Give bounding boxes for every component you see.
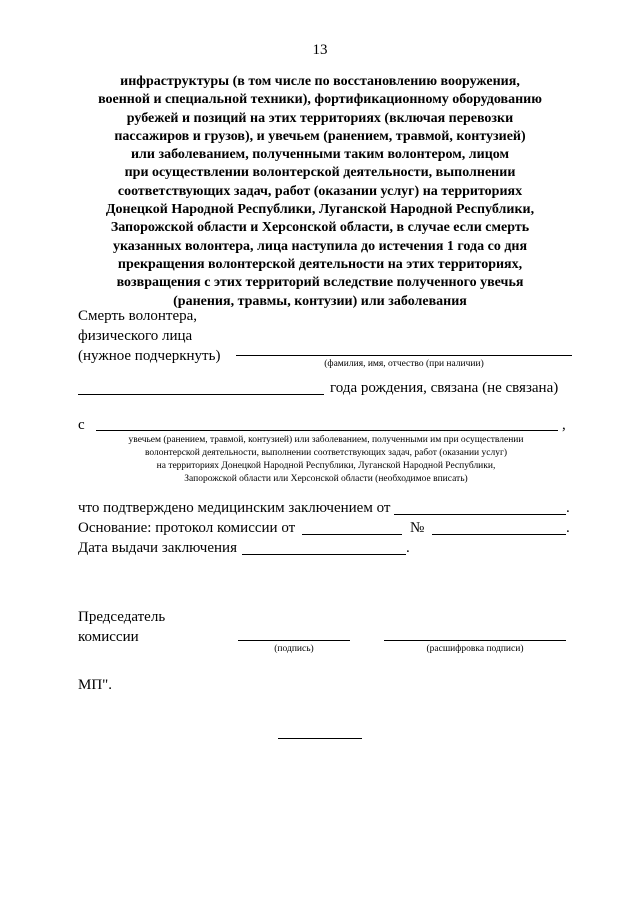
signature-decode-field-line[interactable]	[384, 640, 566, 641]
protocol-number-field-line[interactable]	[432, 534, 566, 535]
section-heading	[60, 73, 580, 311]
signature-decode-hint: (расшифровка подписи)	[426, 644, 524, 654]
page-number: 13	[312, 42, 328, 58]
heading-line: рубежей и позиций на этих территориях (включая перевозки	[126, 110, 514, 126]
heading-line: или заболеванием, полученными таким волонтером, лицом	[130, 147, 510, 163]
heading-line: (ранения, травмы, контузии) или заболевания	[173, 293, 467, 309]
fio-hint: (фамилия, имя, отчество (при наличии)	[324, 359, 484, 369]
basis-text: Основание: протокол комиссии от	[78, 520, 296, 536]
fio-field-line[interactable]	[236, 355, 572, 356]
issue-end: .	[406, 540, 410, 556]
med-conclusion-text: что подтверждено медицинским заключением от	[78, 500, 391, 516]
basis-end: .	[566, 520, 570, 536]
heading-line: Запорожской области и Херсонской области, в случае если смерть	[110, 220, 530, 236]
injury-hint	[78, 434, 574, 486]
injury-hint-line: увечьем (ранением, травмой, контузией) или заболеванием, полученными им при осуществлении	[128, 435, 524, 445]
stamp-label: МП".	[78, 677, 113, 693]
med-end: .	[566, 500, 570, 516]
protocol-date-field-line[interactable]	[302, 534, 402, 535]
injury-field-line[interactable]	[96, 430, 558, 431]
heading-line: соответствующих задач, работ (оказании услуг) на территориях	[117, 183, 523, 199]
heading-line: военной и специальной техники), фортификационному оборудованию	[98, 92, 542, 108]
death-label-1: Смерть волонтера,	[78, 308, 198, 324]
number-sign: №	[410, 520, 425, 536]
injury-hint-line: на территориях Донецкой Народной Республики, Луганской Народной Республики,	[156, 461, 496, 471]
injury-hint-line: Запорожской области или Херсонской области (необходимое вписать)	[184, 474, 468, 484]
chairman-label-2: комиссии	[78, 629, 139, 645]
issue-date-text: Дата выдачи заключения	[78, 540, 237, 556]
heading-line: инфраструктуры (в том числе по восстановлению вооружения,	[120, 74, 520, 89]
injury-hint-line: волонтерской деятельности, выполнении соответствующих задач, работ (оказании услуг)	[144, 448, 508, 458]
heading-line: прекращения волонтерской деятельности на этих территориях,	[117, 256, 523, 272]
birth-year-field-line[interactable]	[78, 394, 324, 395]
death-label-2: физического лица	[78, 328, 193, 344]
heading-line: при осуществлении волонтерской деятельности, выполнении	[124, 165, 516, 181]
end-divider	[278, 738, 362, 739]
chairman-label-1: Председатель	[78, 609, 166, 625]
death-label-3: (нужное подчеркнуть)	[78, 348, 221, 364]
issue-date-field-line[interactable]	[242, 554, 406, 555]
heading-line: возвращения с этих территорий вследствие полученного увечья	[116, 275, 524, 291]
med-date-field-line[interactable]	[394, 514, 566, 515]
heading-line: Донецкой Народной Республики, Луганской Народной Республики,	[105, 202, 535, 218]
heading-line: пассажиров и грузов), и увечьем (ранением, травмой, контузией)	[114, 128, 526, 144]
signature-field-line[interactable]	[238, 640, 350, 641]
birth-year-text: года рождения, связана (не связана)	[330, 380, 559, 396]
signature-hint: (подпись)	[274, 644, 314, 654]
heading-line: указанных волонтера, лица наступила до истечения 1 года со дня	[112, 238, 528, 254]
with-comma: ,	[562, 417, 566, 433]
with-prefix: с	[78, 417, 85, 433]
